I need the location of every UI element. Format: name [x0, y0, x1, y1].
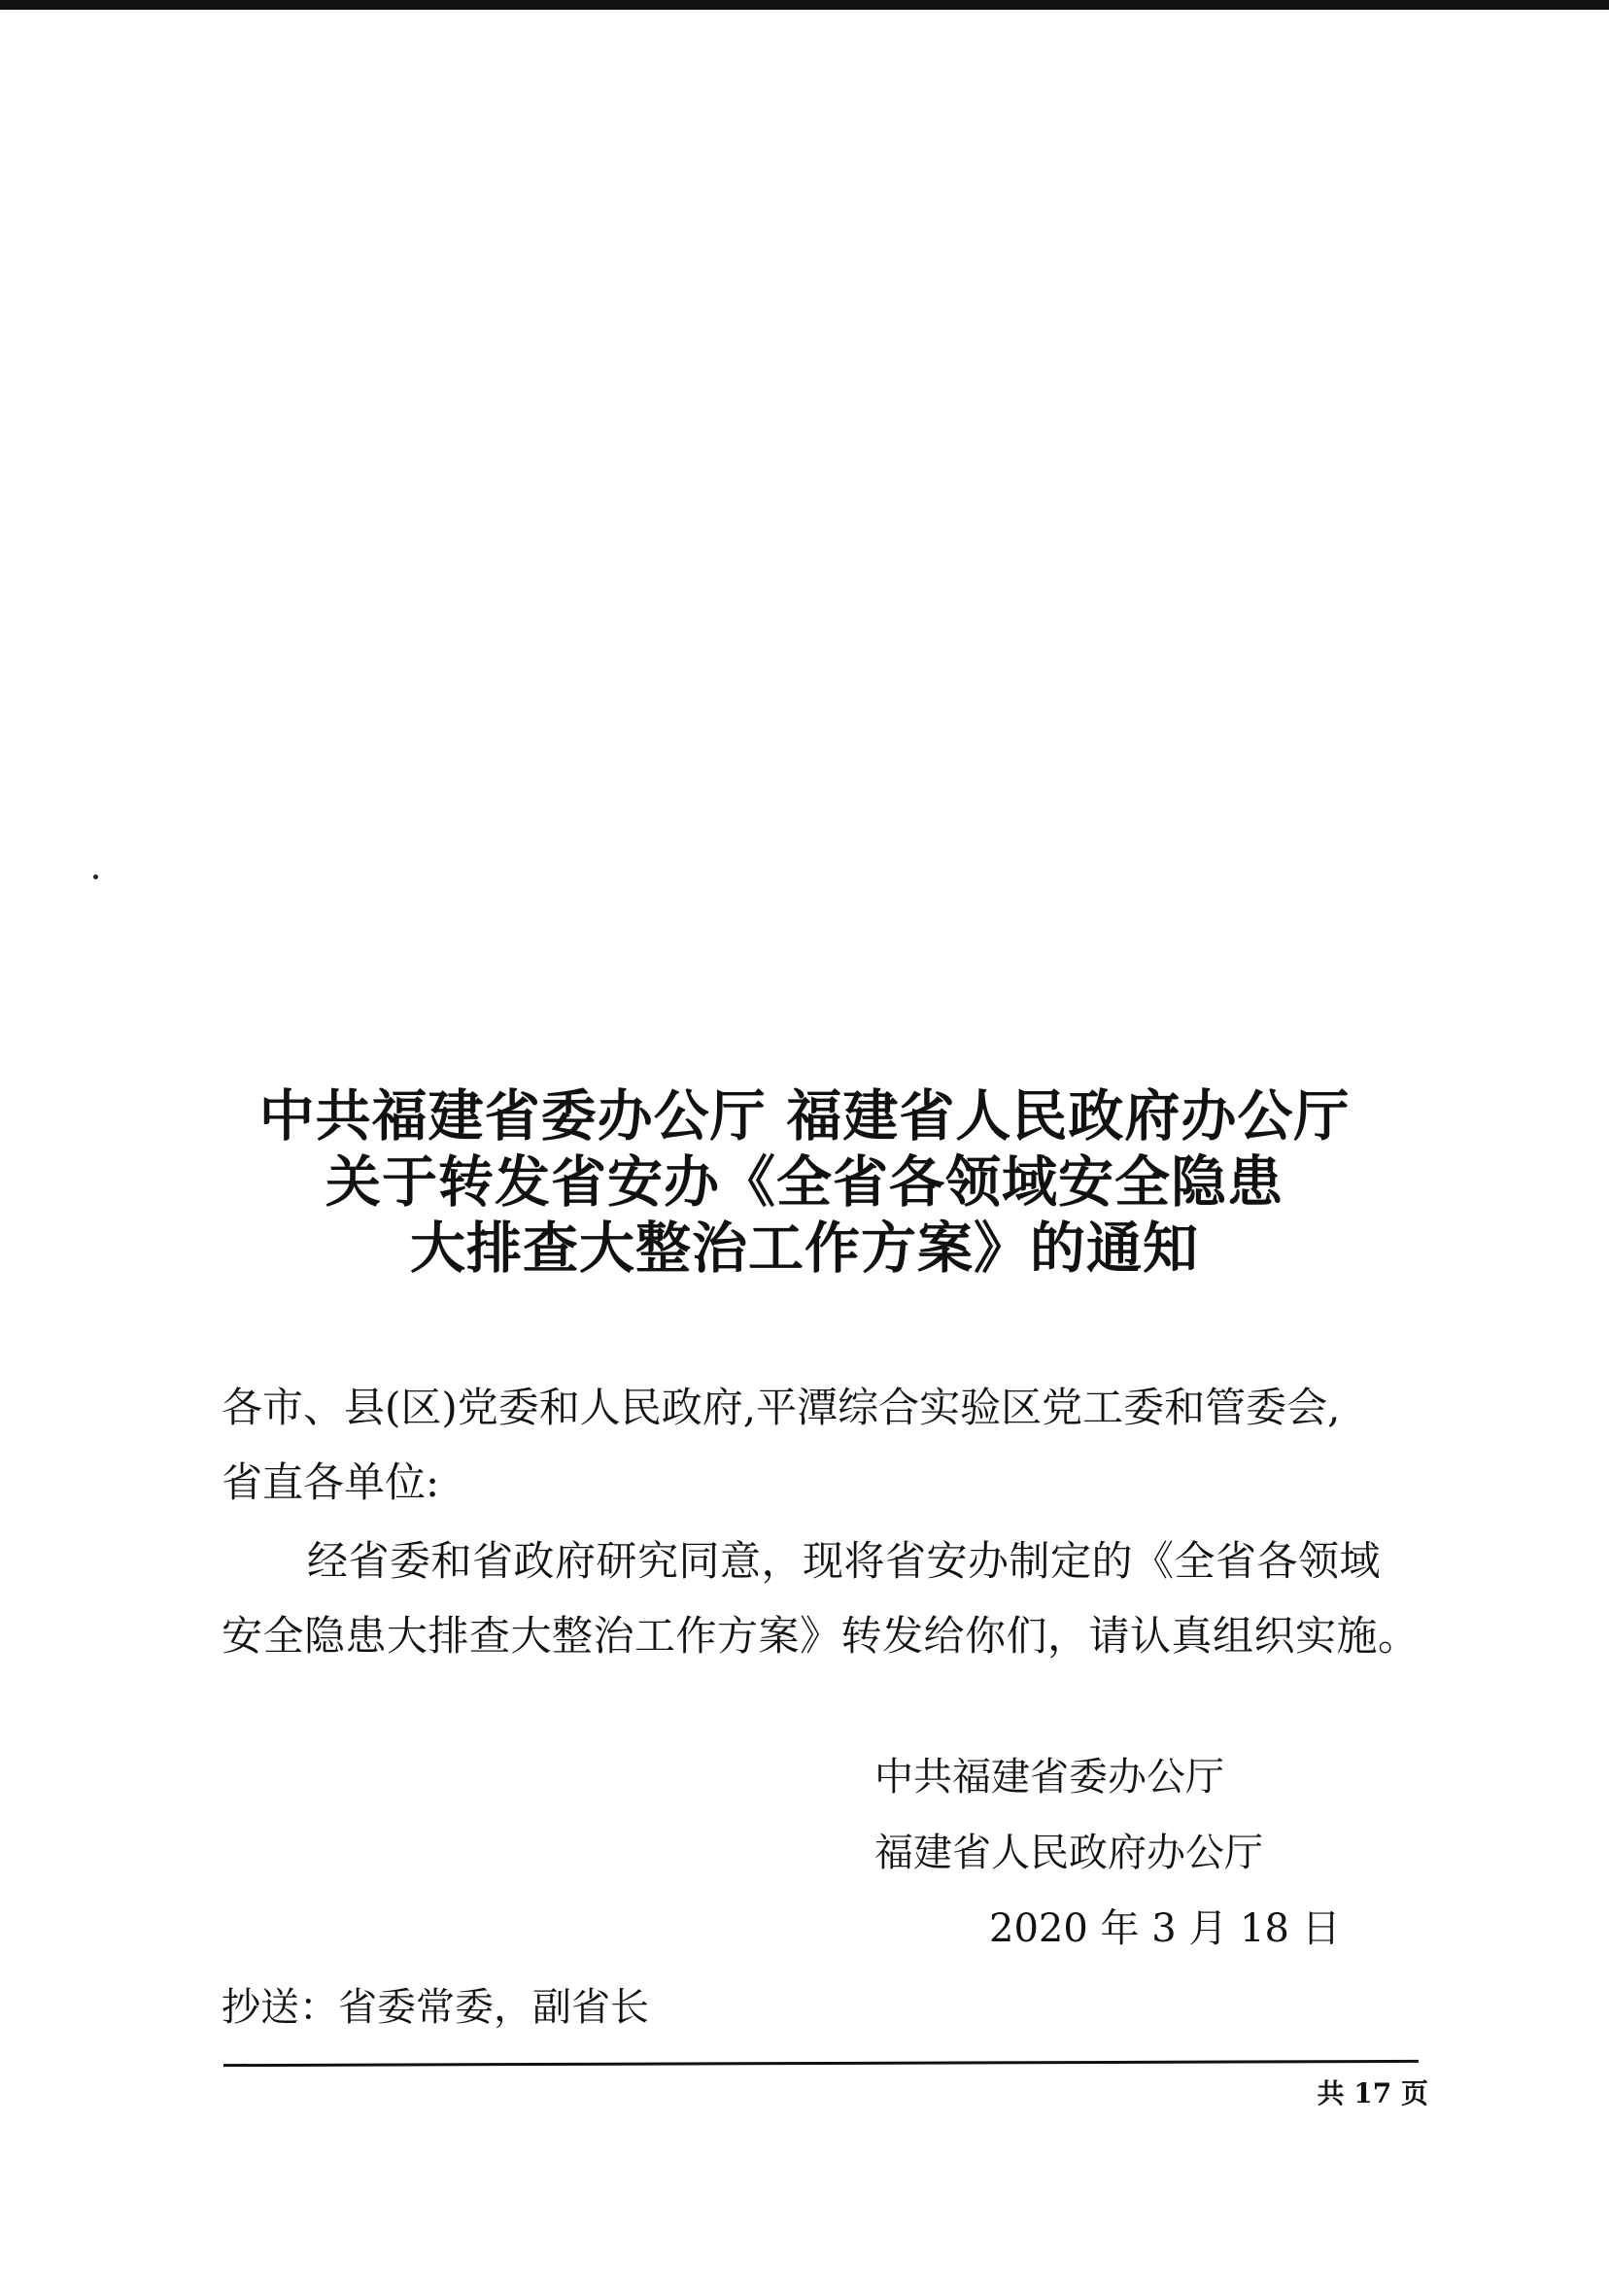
- scan-speck: [93, 874, 98, 879]
- salutation-line-2: 省直各单位:: [222, 1458, 440, 1506]
- cc-line: 抄送：省委常委，副省长: [222, 1985, 649, 2030]
- body-paragraph: [222, 1524, 1426, 1673]
- footer-rule: [223, 2060, 1419, 2067]
- title-line-3: 大排查大整治工作方案》的通知: [410, 1216, 1199, 1281]
- signature-org-2: 福建省人民政府办公厅: [874, 1831, 1263, 1875]
- title-line-2: 关于转发省安办《全省各领域安全隐患: [325, 1149, 1284, 1215]
- document-title: [146, 1083, 1463, 1282]
- body-line-1: 经省委和省政府研究同意，现将省安办制定的《全省各领域: [307, 1537, 1382, 1585]
- scan-top-border: [0, 0, 1609, 10]
- page-count: 共 17 页: [1317, 2077, 1428, 2109]
- signature-org-1: 中共福建省委办公厅: [874, 1755, 1224, 1799]
- salutation-line-1: 各市、县(区)党委和人民政府,平潭综合实验区党工委和管委会,: [222, 1384, 1341, 1431]
- title-line-1: 中共福建省委办公厅 福建省人民政府办公厅: [258, 1083, 1351, 1148]
- signature-block: [874, 1739, 1380, 1967]
- body-line-2: 安全隐患大排查大整治工作方案》转发给你们，请认真组织实施。: [222, 1612, 1420, 1660]
- salutation: [222, 1370, 1426, 1520]
- signature-date: 2020 年 3 月 18 日: [989, 1906, 1341, 1951]
